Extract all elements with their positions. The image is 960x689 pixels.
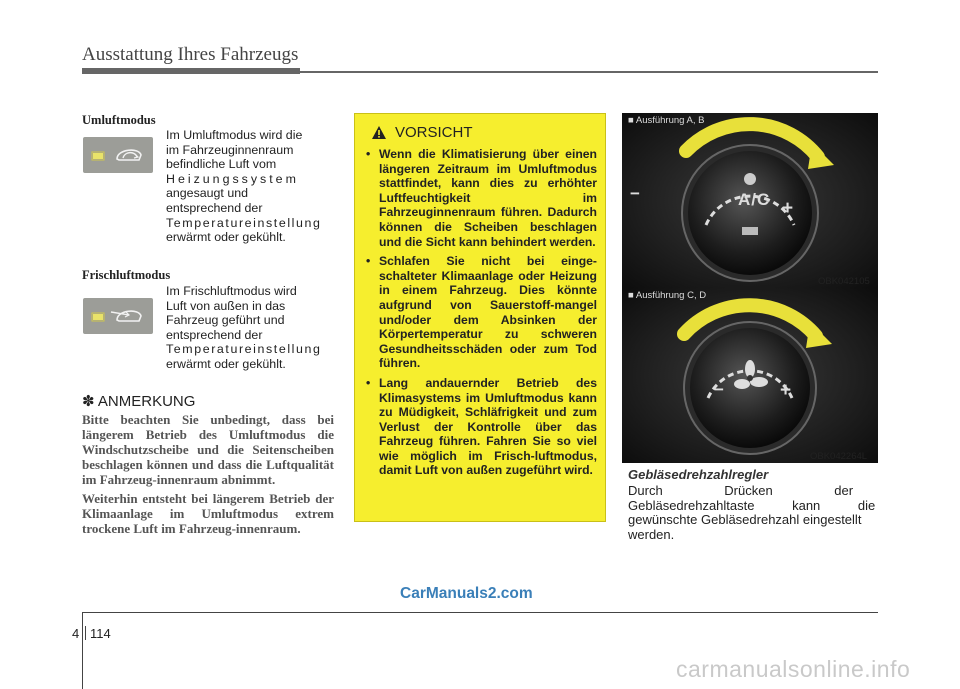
umluft-line: angesaugt und — [166, 186, 248, 201]
frisch-line: erwärmt oder gekühlt. — [166, 356, 286, 371]
frisch-heading: Frischluftmodus — [82, 268, 171, 282]
umluft-line: befindliche Luft vom — [166, 157, 277, 172]
anmerkung-body — [82, 412, 334, 536]
caution-box — [354, 113, 606, 522]
footer-left-vline — [82, 612, 83, 689]
geblaese-heading: Gebläsedrehzahlregler — [628, 467, 769, 482]
frisch-line: Temperatureinstellung — [166, 342, 322, 357]
watermark-carmanuals2: CarManuals2.com — [400, 585, 533, 602]
header-rule — [300, 71, 878, 73]
footer-rule — [82, 612, 878, 613]
anmerkung-heading — [82, 392, 195, 410]
frisch-line: Im Frischluftmodus wird — [166, 284, 297, 298]
umluft-line: Temperatureinstellung — [166, 215, 322, 230]
recirculation-icon — [83, 137, 153, 173]
note-icon: ✽ — [82, 393, 95, 410]
geblaese-line: gewünschte Gebläsedrehzahl eingestellt — [628, 512, 862, 528]
caution-list — [365, 147, 597, 478]
knob2-minus-label: − — [714, 380, 724, 399]
caution-item: • Wenn die Klimatisierung über einen längeren Zeitraum im Umluftmodus stattfindet, kann dies zu erhöhter Luftfeuchtigkeit im Fahrzeuginnenraum führen. Dadurch können die Scheiben beschlagen und die Sicht kann behindert werden. — [365, 147, 597, 249]
figure-1-code: OBK042105 — [818, 276, 870, 287]
anmerkung-paragraph-2: Weiterhin entsteht bei längerem Betrieb der Klimaanlage im Umluftmodus extrem trockene Luft im Fahrzeug-innenraum. — [82, 491, 334, 536]
knob-ac-label: A/C — [738, 190, 771, 209]
watermark-carmanualsonline: carmanualsonline.info — [676, 656, 911, 682]
geblaese-line: werden. — [628, 526, 675, 542]
figure-1-label: ■ Ausführung A, B — [628, 115, 705, 126]
umluft-line: im Fahrzeuginnenraum — [166, 142, 294, 157]
umluft-line: Heizungssystem — [166, 171, 299, 186]
footer-page-divider — [85, 626, 86, 640]
caution-item: • Schlafen Sie nicht bei einge-schalteter Klimaanlage oder Heizung in einem Fahrzeug. Dies könnte aufgrund von Sauerstoff-mangel und/oder dem Absinken der Körpertemperatur zu schweren Gesundheitsschäden oder zum Tod führen. — [365, 254, 597, 371]
recirculation-button-image — [83, 137, 153, 173]
knob2-plus-label: + — [780, 380, 792, 401]
frisch-line: entsprechend der — [166, 327, 263, 342]
knob-minus-label: − — [630, 184, 640, 203]
knob-plus-label: + — [782, 198, 794, 219]
anmerkung-title: ANMERKUNG — [97, 393, 196, 410]
caution-item: • Lang andauernder Betrieb des Klimasystems im Umluftmodus kann zu Müdigkeit, Schläfrigkeit und zum Verlust der Kontrolle über das Fahrzeug führen. Fahren Sie so viel wie möglich im Frisch-luftmodus, damit Luft von außen zugeführt wird. — [365, 376, 597, 478]
page-number: 114 — [90, 626, 111, 641]
fan-knob-illustration — [622, 288, 878, 463]
umluft-description — [166, 128, 334, 245]
geblaese-description — [628, 484, 878, 542]
figure-knob-fan — [622, 288, 878, 463]
fresh-air-icon — [83, 298, 153, 334]
figure-2-label: ■ Ausführung C, D — [628, 290, 707, 301]
geblaese-line-text: Durch Drücken der — [628, 483, 854, 498]
umluft-line: erwärmt oder gekühlt. — [166, 230, 286, 245]
frisch-line: Luft von außen in das — [166, 298, 286, 313]
frisch-line: Fahrzeug geführt und — [166, 313, 285, 328]
figure-2-code: OBK042264L — [810, 451, 868, 462]
anmerkung-paragraph-1: Bitte beachten Sie unbedingt, dass bei längerem Betrieb des Umluftmodus die Windschutzscheibe und die Seitenscheiben beschlagen können und dass die Luftqualität im Fahrzeug-innenraum abnimmt. — [82, 412, 334, 487]
geblaese-line: Gebläsedrehzahltaste kann die — [628, 497, 876, 513]
umluft-line: entsprechend der — [166, 200, 263, 215]
chapter-number: 4 — [72, 626, 80, 641]
geblaese-line — [628, 484, 878, 499]
page-header-title: Ausstattung Ihres Fahrzeugs — [82, 44, 299, 65]
frisch-description — [166, 284, 334, 372]
fresh-air-button-image — [83, 298, 153, 334]
header-bar — [82, 68, 300, 74]
umluft-line: Im Umluftmodus wird die — [166, 128, 303, 142]
caution-header — [371, 124, 597, 141]
caution-title: VORSICHT — [395, 124, 473, 141]
umluft-heading: Umluftmodus — [82, 113, 156, 127]
warning-triangle-icon — [371, 125, 387, 140]
